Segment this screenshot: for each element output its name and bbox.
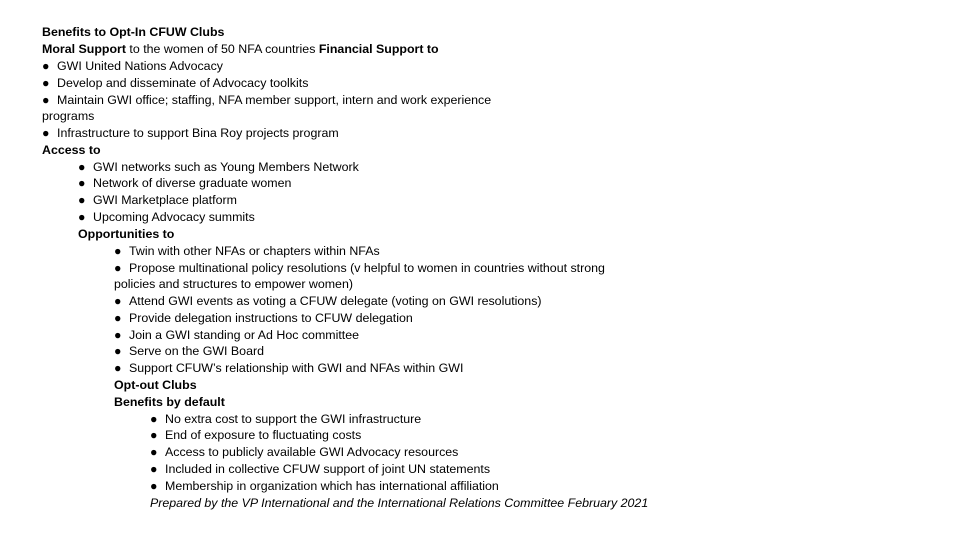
access-heading: Access to — [42, 143, 101, 157]
bullet-icon: ● — [150, 445, 158, 459]
list-item-text: Join a GWI standing or Ad Hoc committee — [129, 328, 360, 342]
list-item — [150, 461, 490, 478]
bullet-icon: ● — [42, 93, 50, 107]
list-item — [42, 75, 308, 92]
bullet-icon: ● — [150, 462, 158, 476]
list-item-text: Attend GWI events as voting a CFUW delegate (voting on GWI resolutions) — [129, 294, 542, 308]
list-item — [42, 58, 223, 75]
optout-heading: Opt-out Clubs — [114, 378, 197, 392]
list-item — [78, 192, 237, 209]
bullet-icon: ● — [114, 261, 122, 275]
list-item — [114, 293, 542, 310]
list-item-text: Upcoming Advocacy summits — [93, 210, 255, 224]
list-item-text: Support CFUW’s relationship with GWI and NFAs within GWI — [129, 361, 464, 375]
list-item — [42, 125, 339, 142]
bullet-icon: ● — [150, 412, 158, 426]
list-item-text: End of exposure to fluctuating costs — [165, 428, 362, 442]
bullet-icon: ● — [78, 160, 86, 174]
bullet-icon: ● — [78, 176, 86, 190]
list-item — [114, 310, 413, 327]
bullet-icon: ● — [42, 126, 50, 140]
list-item-text: Membership in organization which has international affiliation — [165, 479, 499, 493]
bullet-icon: ● — [42, 59, 50, 73]
bullet-icon: ● — [78, 210, 86, 224]
financial-support-label: Financial Support to — [318, 42, 439, 56]
list-item — [78, 175, 291, 192]
bullet-icon: ● — [114, 294, 122, 308]
prepared-by-note: Prepared by the VP International and the International Relations Committee February 2021 — [150, 496, 649, 510]
moral-support-text: to the women of 50 NFA countries — [125, 42, 319, 56]
list-item-text: Develop and disseminate of Advocacy toolkits — [57, 76, 309, 90]
list-item-text: Propose multinational policy resolutions (v helpful to women in countries without strong — [129, 261, 605, 275]
list-item-text: Serve on the GWI Board — [129, 344, 264, 358]
list-item-text: GWI Marketplace platform — [93, 193, 237, 207]
list-item-text: Network of diverse graduate women — [93, 176, 292, 190]
list-item-text: Maintain GWI office; staffing, NFA member support, intern and work experience — [57, 93, 492, 107]
list-item-text: Twin with other NFAs or chapters within NFAs — [129, 244, 380, 258]
list-item-text: No extra cost to support the GWI infrastructure — [165, 412, 422, 426]
bullet-icon: ● — [114, 361, 122, 375]
moral-support-line — [42, 41, 439, 58]
list-item-text: Provide delegation instructions to CFUW delegation — [129, 311, 413, 325]
list-item-continuation: programs — [42, 109, 95, 123]
list-item — [114, 327, 359, 344]
slide-title: Benefits to Opt-In CFUW Clubs — [42, 25, 225, 39]
list-item-text: Access to publicly available GWI Advocacy resources — [165, 445, 459, 459]
list-item-text: GWI networks such as Young Members Network — [93, 160, 359, 174]
list-item — [42, 92, 491, 109]
moral-support-label: Moral Support — [42, 42, 126, 56]
bullet-icon: ● — [114, 328, 122, 342]
opportunities-heading: Opportunities to — [78, 227, 175, 241]
list-item — [150, 478, 499, 495]
list-item — [114, 360, 463, 377]
default-benefits-heading: Benefits by default — [114, 395, 225, 409]
bullet-icon: ● — [150, 479, 158, 493]
list-item — [150, 427, 361, 444]
list-item — [78, 209, 255, 226]
bullet-icon: ● — [150, 428, 158, 442]
bullet-icon: ● — [42, 76, 50, 90]
list-item-text: Included in collective CFUW support of joint UN statements — [165, 462, 491, 476]
bullet-icon: ● — [114, 244, 122, 258]
bullet-icon: ● — [114, 311, 122, 325]
list-item-text: Infrastructure to support Bina Roy projects program — [57, 126, 339, 140]
list-item-continuation: policies and structures to empower women) — [114, 277, 353, 291]
list-item — [114, 260, 605, 277]
list-item — [150, 411, 421, 428]
list-item-text: GWI United Nations Advocacy — [57, 59, 223, 73]
list-item — [78, 159, 359, 176]
bullet-icon: ● — [78, 193, 86, 207]
bullet-icon: ● — [114, 344, 122, 358]
list-item — [150, 444, 458, 461]
list-item — [114, 243, 380, 260]
list-item — [114, 343, 264, 360]
